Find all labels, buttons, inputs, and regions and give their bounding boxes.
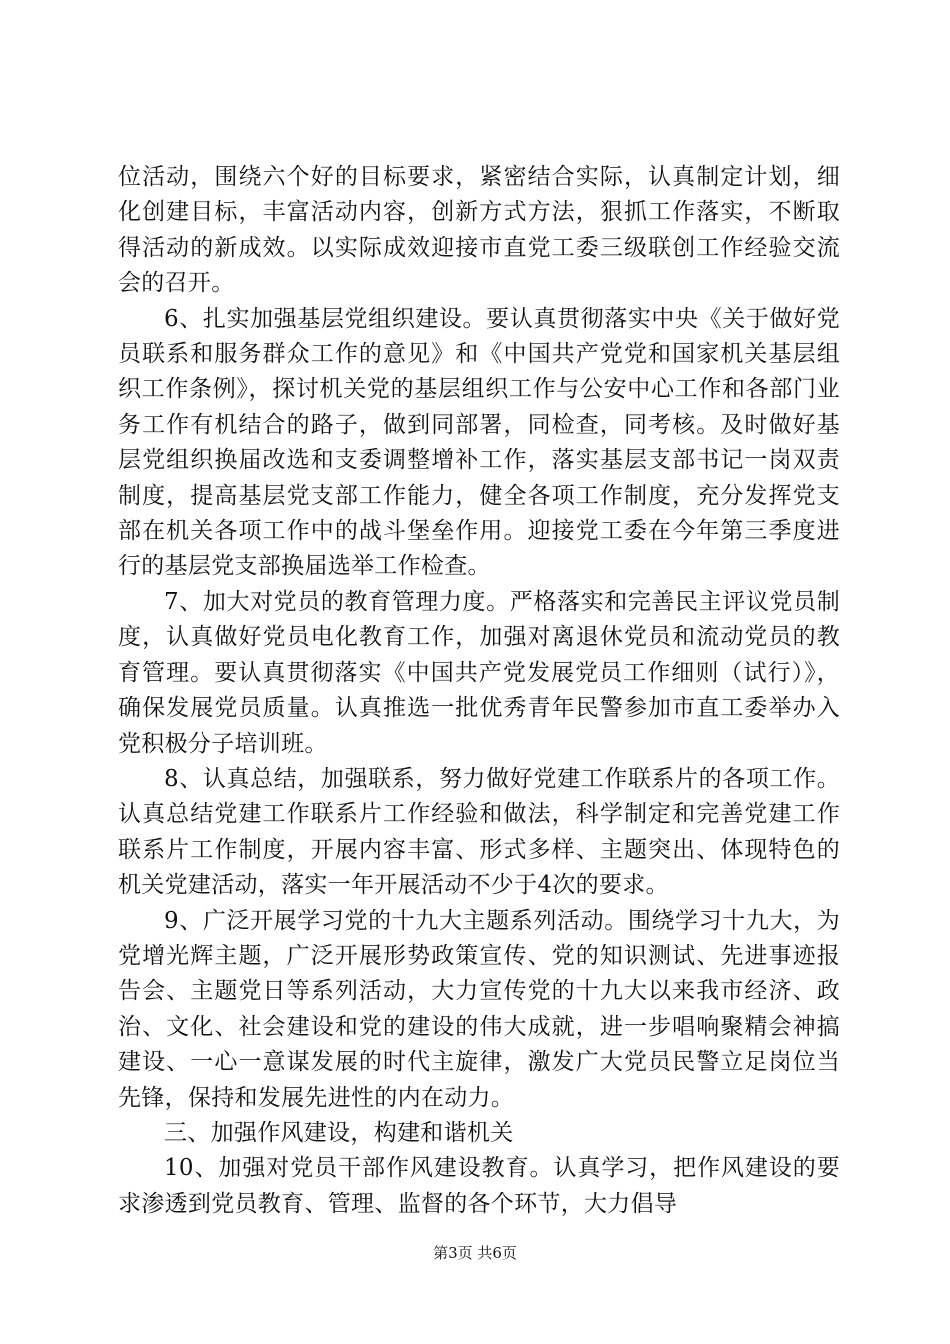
paragraph-item-9: 9、广泛开展学习党的十九大主题系列活动。围绕学习十九大，为党增光辉主题，广泛开展形势政策宣传、党的知识测试、先进事迹报告会、主题党日等系列活动，大力宣传党的十九大以来我市经济、政治、文化、社会建设和党的建设的伟大成就，进一步唱响聚精会神搞建设、一心一意谋发展的时代主旋律，激发广大党员民警立足岗位当先锋，保持和发展先进性的内在动力。	[118, 907, 840, 1111]
page-footer: 第3页 共6页	[433, 1244, 517, 1262]
paragraph-item-6: 6、扎实加强基层党组织建设。要认真贯彻落实中央《关于做好党员联系和服务群众工作的意见》和《中国共产党党和国家机关基层组织工作条例》，探讨机关党的基层组织工作与公安中心工作和各部门业务工作有机结合的路子，做到同部署，同检查，同考核。及时做好基层党组织换届改选和支委调整增补工作，落实基层支部书记一岗双责制度，提高基层党支部工作能力，健全各项工作制度，充分发挥党支部在机关各项工作中的战斗堡垒作用。迎接党工委在今年第三季度进行的基层党支部换届选举工作检查。	[118, 305, 840, 580]
paragraph-continued: 位活动，围绕六个好的目标要求，紧密结合实际，认真制定计划，细化创建目标，丰富活动内容，创新方式方法，狠抓工作落实，不断取得活动的新成效。以实际成效迎接市直党工委三级联创工作经验交流会的召开。	[118, 164, 840, 297]
paragraph-item-7: 7、加大对党员的教育管理力度。严格落实和完善民主评议党员制度，认真做好党员电化教育工作，加强对离退休党员和流动党员的教育管理。要认真贯彻落实《中国共产党发展党员工作细则（试行）》，确保发展党员质量。认真推选一批优秀青年民警参加市直工委举办入党积极分子培训班。	[118, 588, 840, 757]
paragraph-item-10: 10、加强对党员干部作风建设教育。认真学习，把作风建设的要求渗透到党员教育、管理、监督的各个环节，大力倡导	[118, 1155, 840, 1217]
document-body	[118, 160, 840, 1222]
paragraph-item-8: 8、认真总结，加强联系，努力做好党建工作联系片的各项工作。认真总结党建工作联系片工作经验和做法，科学制定和完善党建工作联系片工作制度，开展内容丰富、形式多样、主题突出、体现特色的机关党建活动，落实一年开展活动不少于4次的要求。	[118, 765, 840, 899]
section-heading-3: 三、加强作风建设，构建和谐机关	[164, 1119, 514, 1146]
